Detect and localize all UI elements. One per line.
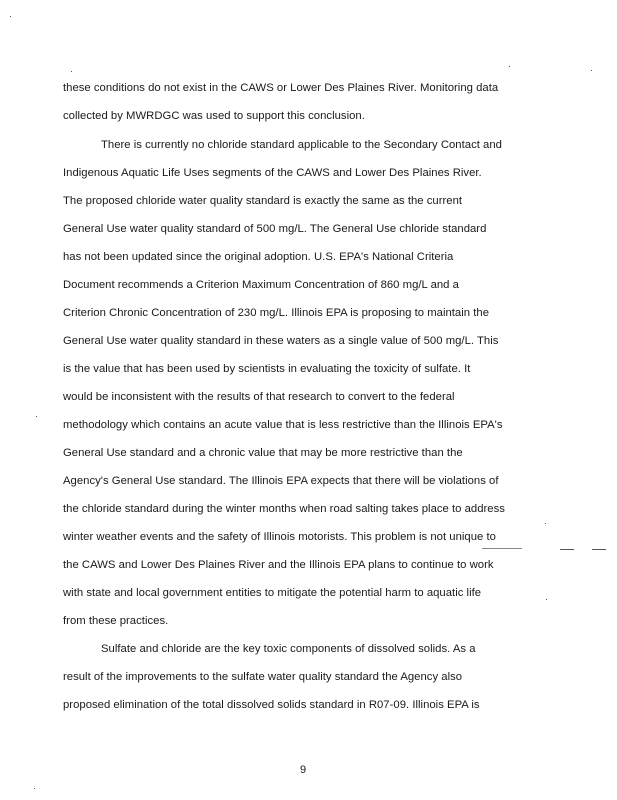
scan-speck bbox=[10, 16, 11, 17]
text-line: Sulfate and chloride are the key toxic components of dissolved solids. As a bbox=[101, 643, 476, 655]
text-line: has not been updated since the original adoption. U.S. EPA's National Criteria bbox=[63, 251, 454, 263]
scan-speck bbox=[560, 549, 574, 550]
scan-speck bbox=[592, 549, 606, 550]
text-line: The proposed chloride water quality standard is exactly the same as the current bbox=[63, 195, 463, 207]
text-line: methodology which contains an acute value that is less restrictive than the Illinois EPA's bbox=[63, 419, 503, 431]
text-line: General Use water quality standard in these waters as a single value of 500 mg/L. This bbox=[63, 335, 499, 347]
text-line: the chloride standard during the winter months when road salting takes place to address bbox=[63, 503, 505, 515]
text-line: Criterion Chronic Concentration of 230 mg/L. Illinois EPA is proposing to maintain the bbox=[63, 307, 489, 319]
scan-speck bbox=[36, 416, 37, 417]
scan-speck bbox=[546, 599, 547, 600]
scan-speck bbox=[591, 70, 592, 71]
text-line: Agency's General Use standard. The Illinois EPA expects that there will be violations of bbox=[63, 475, 499, 487]
text-line: these conditions do not exist in the CAWS or Lower Des Plaines River. Monitoring data bbox=[63, 82, 499, 94]
scan-speck bbox=[34, 788, 35, 789]
page-number: 9 bbox=[300, 764, 307, 776]
text-line: Document recommends a Criterion Maximum Concentration of 860 mg/L and a bbox=[63, 279, 459, 291]
text-line: Indigenous Aquatic Life Uses segments of the CAWS and Lower Des Plaines River. bbox=[63, 167, 482, 179]
text-line: There is currently no chloride standard applicable to the Secondary Contact and bbox=[101, 139, 502, 151]
text-line: winter weather events and the safety of Illinois motorists. This problem is not unique to bbox=[63, 531, 496, 543]
text-line: from these practices. bbox=[63, 615, 169, 627]
text-line: collected by MWRDGC was used to support this conclusion. bbox=[63, 110, 365, 122]
scan-speck bbox=[71, 71, 72, 72]
text-line: the CAWS and Lower Des Plaines River and the Illinois EPA plans to continue to work bbox=[63, 559, 494, 571]
text-line: result of the improvements to the sulfate water quality standard the Agency also bbox=[63, 671, 463, 683]
text-line: General Use water quality standard of 500 mg/L. The General Use chloride standard bbox=[63, 223, 487, 235]
text-line: with state and local government entities to mitigate the potential harm to aquatic life bbox=[63, 587, 482, 599]
text-line: proposed elimination of the total dissolved solids standard in R07-09. Illinois EPA is bbox=[63, 699, 480, 711]
text-line: is the value that has been used by scientists in evaluating the toxicity of sulfate. It bbox=[63, 363, 471, 375]
scan-speck bbox=[482, 548, 522, 549]
text-line: would be inconsistent with the results of that research to convert to the federal bbox=[63, 391, 455, 403]
text-line: General Use standard and a chronic value that may be more restrictive than the bbox=[63, 447, 463, 459]
scan-speck bbox=[509, 66, 510, 67]
scan-speck bbox=[545, 523, 546, 524]
